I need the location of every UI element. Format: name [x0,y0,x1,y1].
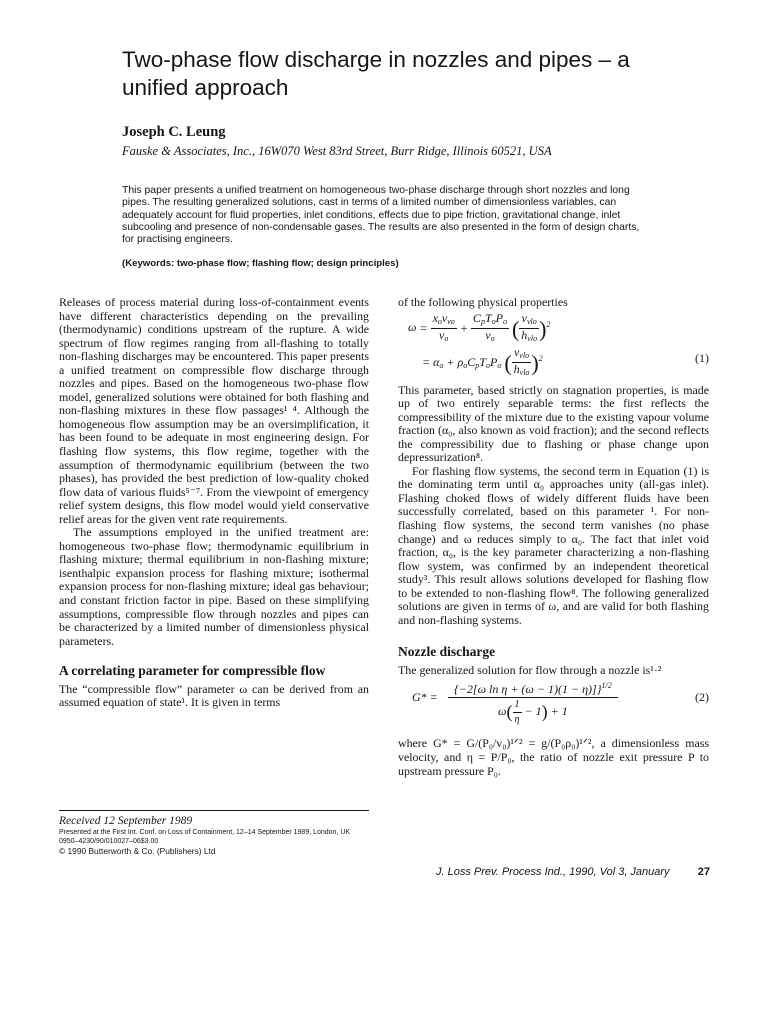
equation-2: G* = {−2[ω ln η + (ω − 1)(1 − η)]}$^{1/2}$ ω( $\frac{1}{\eta}$ − 1) + 1 (2) [412,681,709,725]
properties-lead: of the following physical properties [398,295,568,309]
omega-intro-paragraph: The “compressible flow” parameter ω can be derived from an assumed equation of state¹. It is given in terms [59,681,369,710]
abstract: This paper presents a unified treatment on homogeneous two-phase discharge through short nozzles and long pipes. The resulting generalized solutions, cast in terms of a limited number of dimensionless variables, can adequately account for fluid properties, inlet conditions, effects due to pipe friction, gravitational change, inlet subcooling and presence of non-condensable gases. The results are also presented in the form of design charts, for practising engineers. [122,185,640,246]
author-affiliation: Fauske & Associates, Inc., 16W070 West 83rd Street, Burr Ridge, Illinois 60521, USA [122,144,552,158]
copyright-notice: © 1990 Butterworth & Co. (Publishers) Ltd [59,846,216,857]
parameter-explanation: This parameter, based strictly on stagnation properties, is made up of two entirely separable terms: the first reflects the compressibility of the mixture due to the existing vapour volume fraction (α₀, also known as void fraction); and the second reflects the compressibility due to flashing or phase change upon depressurization⁸. [398,382,709,465]
nozzle-lead: The generalized solution for flow through a nozzle is¹·² [398,662,662,677]
assumptions-paragraph: The assumptions employed in the unified treatment are: homogeneous two-phase flow; thermodynamic equilibrium in flashing mixture; thermal equilibrium in non-flashing mixture; isenthalpic expansion process for flashing mixture; isothermal expansion process for non-flashing mixture; ideal gas behaviour; and constant friction factor in pipe. Based on these simplifying assumptions, compressible flow through nozzles and pipes can be characterized by a limited number of dimensionless physical parameters. [59,525,369,648]
received-notes [59,810,369,856]
equation-2-number: (2) [695,690,709,705]
paper-title: Two-phase flow discharge in nozzles and pipes – a unified approach [122,47,630,100]
presented-note: Presented at the First Int. Conf. on Loss of Containment, 12–14 September 1989, London, UK [59,829,351,836]
section-heading-correlating-parameter: A correlating parameter for compressible flow [59,663,326,679]
section-heading-nozzle-discharge: Nozzle discharge [398,644,496,660]
intro-paragraph: Releases of process material during loss-of-containment events have different characteristics depending on the prevailing (thermodynamic) conditions upstream of the rupture. A wide spectrum of flow regimes ranging from all-flashing to totally non-flashing discharges may be encountered. This paper presents a unified treatment on compressible flow discharge through nozzles and pipes. Based on the homogeneous two-phase flow model, generalized solutions were obtained for both flashing and non-flashing mixtures in these flow passages¹ ⁴. Although the homogeneous flow assumption may be an oversimplification, it has been found to be adequate in most engineering design. For flashing flow systems, this flow regime, together with the assumption of thermodynamic equilibrium (between the two phases), has provided the best prediction of low-quality choked flow data of various fluids⁵⁻⁷. From the viewpoint of emergency relief system designs, this flow model would yield conservative relief areas for the given vent rate requirements. [59,295,369,526]
equation-1: ω = $\frac{x_ov_{vo}}{v_o}$ + $\frac{C_pT_oP_o}{v_o}$ ( $\frac{v_{vlo}}{h_{vlo}}$ )$^2$ = $\alpha_o + \rho_oC_pT_oP_o$ ( $\frac{v_{vlo}}{h_{vlo}}$ )$^2$ (1) [408,310,709,378]
flashing-flow-paragraph: For flashing flow systems, the second term in Equation (1) is the dominating term until α₀ approaches unity (all-gas inlet). Flashing choked flows of widely different fluids have been successfully correlated, based on this parameter ¹. For non-flashing flow systems, the second term vanishes (no phase change) and ω reduces simply to α₀. The fact that inlet void fraction, α₀, is the key parameter characterizing a non-flashing flow system, was confirmed by an independent theoretical study³. This result allows solutions developed for flashing flow to be extended to non-flashing flow⁸. The following generalized solutions are given in terms of ω, and are valid for both flashing and non-flashing systems. [398,463,709,627]
journal-citation: J. Loss Prev. Process Ind., 1990, Vol 3, January [436,866,670,878]
author-name: Joseph C. Leung [122,124,226,140]
keywords: (Keywords: two-phase flow; flashing flow; design principles) [122,258,399,269]
received-date: Received 12 September 1989 [59,815,193,827]
journal-footer [436,866,710,878]
page-number: 27 [697,866,710,878]
left-column [59,296,369,710]
nozzle-definitions: where G* = G/(P₀/v₀)¹ᐟ² = g/(P₀ρ₀)¹ᐟ², a dimensionless mass velocity, and η = P/P₀, the ratio of nozzle exit pressure P to upstream pressure P₀. [398,736,709,778]
right-column [398,296,709,778]
equation-1-number: (1) [695,350,709,365]
article-code: 0950–4230/90/010027–06$3.00 [59,837,159,845]
